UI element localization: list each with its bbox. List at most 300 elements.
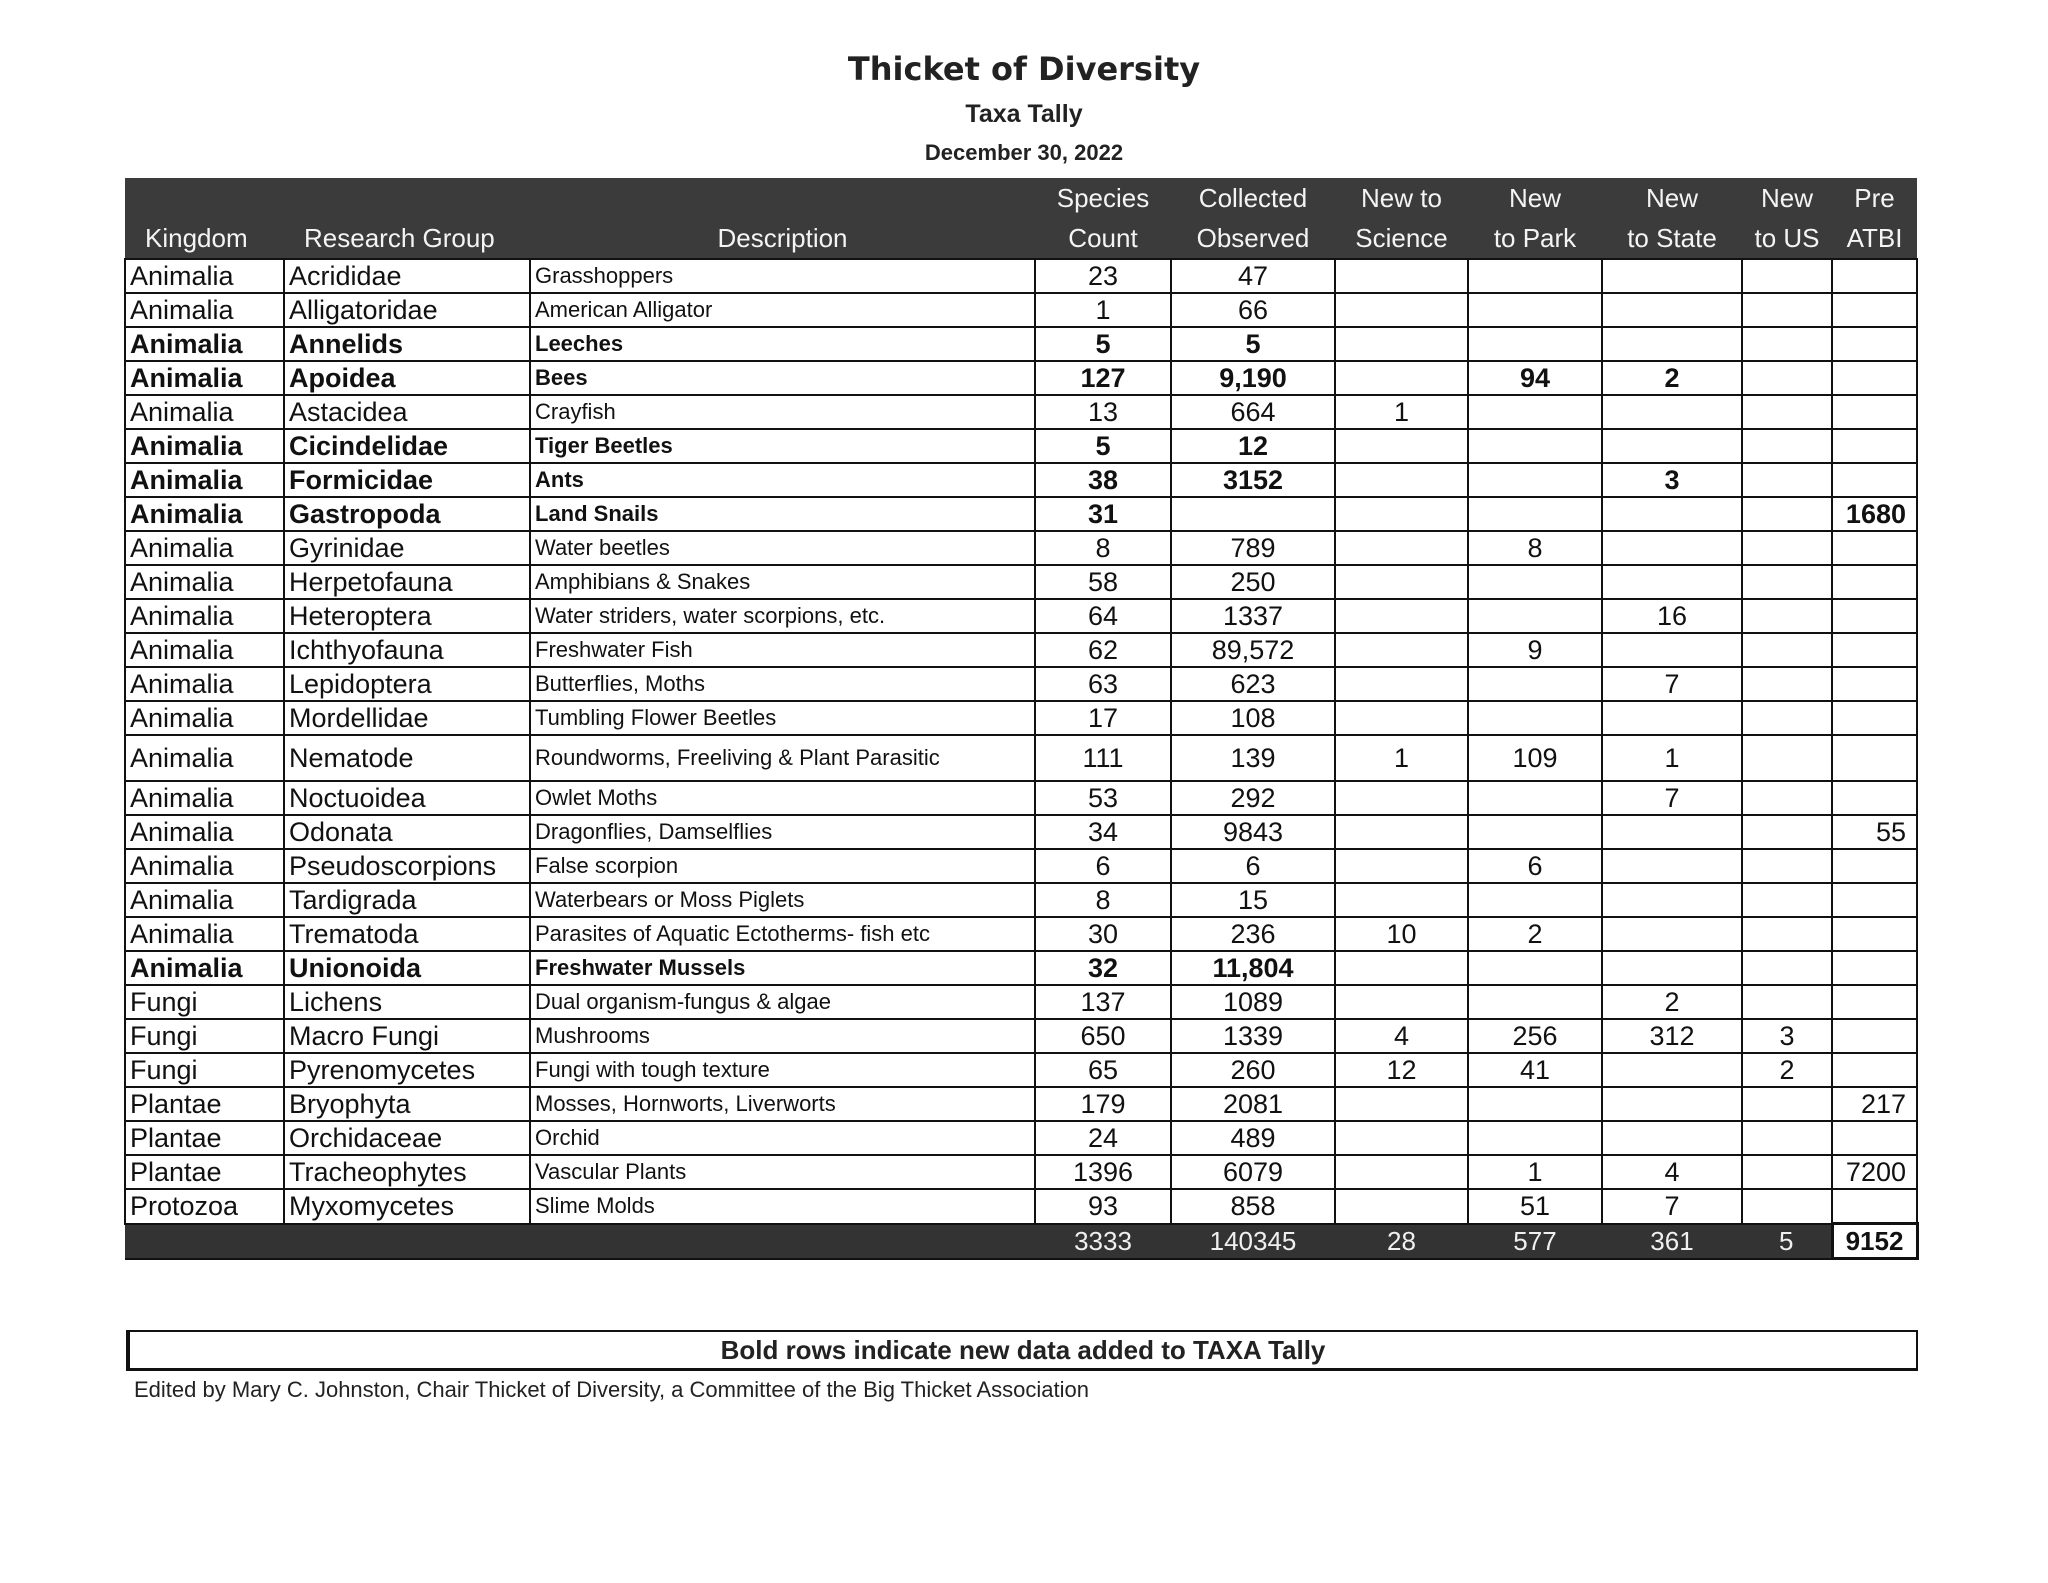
table-row	[125, 531, 1917, 565]
cell-new-to-science	[1335, 1189, 1468, 1224]
header-new-us-line1: New	[1742, 178, 1832, 218]
cell-new-to-park	[1468, 781, 1602, 815]
table-row	[125, 917, 1917, 951]
cell-new-to-state	[1602, 849, 1742, 883]
table-row	[125, 1087, 1917, 1121]
cell-description: Tiger Beetles	[530, 429, 1035, 463]
header-kingdom-line1	[125, 178, 284, 218]
cell-new-to-park	[1468, 293, 1602, 327]
cell-pre-atbi	[1832, 735, 1917, 781]
cell-pre-atbi: 55	[1832, 815, 1917, 849]
cell-collected-observed: 6079	[1171, 1155, 1335, 1189]
cell-new-to-us	[1742, 1189, 1832, 1224]
header-description: Description	[530, 218, 1035, 259]
cell-species-count: 5	[1035, 429, 1171, 463]
cell-new-to-park	[1468, 497, 1602, 531]
cell-description: Crayfish	[530, 395, 1035, 429]
cell-new-to-park	[1468, 951, 1602, 985]
cell-new-to-science	[1335, 951, 1468, 985]
cell-research-group: Orchidaceae	[284, 1121, 530, 1155]
table-row	[125, 565, 1917, 599]
cell-research-group: Alligatoridae	[284, 293, 530, 327]
cell-pre-atbi	[1832, 259, 1917, 293]
cell-research-group: Acrididae	[284, 259, 530, 293]
cell-kingdom: Animalia	[125, 395, 284, 429]
cell-new-to-state: 16	[1602, 599, 1742, 633]
cell-pre-atbi: 7200	[1832, 1155, 1917, 1189]
cell-species-count: 64	[1035, 599, 1171, 633]
cell-description: Freshwater Fish	[530, 633, 1035, 667]
cell-collected-observed: 5	[1171, 327, 1335, 361]
cell-new-to-us	[1742, 883, 1832, 917]
cell-new-to-us	[1742, 951, 1832, 985]
cell-new-to-science	[1335, 429, 1468, 463]
cell-description: Slime Molds	[530, 1189, 1035, 1224]
cell-new-to-state: 1	[1602, 735, 1742, 781]
cell-new-to-park: 41	[1468, 1053, 1602, 1087]
cell-new-to-science	[1335, 565, 1468, 599]
cell-species-count: 65	[1035, 1053, 1171, 1087]
header-group-line1	[284, 178, 530, 218]
totals-blank	[530, 1224, 1035, 1259]
cell-collected-observed: 1337	[1171, 599, 1335, 633]
cell-pre-atbi	[1832, 395, 1917, 429]
cell-collected-observed: 12	[1171, 429, 1335, 463]
table-row	[125, 463, 1917, 497]
cell-new-to-state	[1602, 259, 1742, 293]
table-row	[125, 815, 1917, 849]
cell-pre-atbi: 217	[1832, 1087, 1917, 1121]
cell-species-count: 62	[1035, 633, 1171, 667]
cell-new-to-us	[1742, 815, 1832, 849]
cell-species-count: 53	[1035, 781, 1171, 815]
cell-new-to-science	[1335, 361, 1468, 395]
cell-species-count: 31	[1035, 497, 1171, 531]
cell-new-to-park	[1468, 883, 1602, 917]
cell-pre-atbi	[1832, 1053, 1917, 1087]
cell-description: Roundworms, Freeliving & Plant Parasitic	[530, 735, 1035, 781]
cell-pre-atbi	[1832, 1189, 1917, 1224]
cell-collected-observed: 236	[1171, 917, 1335, 951]
table-row	[125, 1121, 1917, 1155]
cell-pre-atbi: 1680	[1832, 497, 1917, 531]
cell-new-to-park	[1468, 327, 1602, 361]
cell-description: Dual organism-fungus & algae	[530, 985, 1035, 1019]
table-row	[125, 1053, 1917, 1087]
cell-new-to-us: 3	[1742, 1019, 1832, 1053]
cell-kingdom: Animalia	[125, 327, 284, 361]
cell-pre-atbi	[1832, 633, 1917, 667]
cell-new-to-state	[1602, 327, 1742, 361]
cell-research-group: Pyrenomycetes	[284, 1053, 530, 1087]
cell-kingdom: Plantae	[125, 1121, 284, 1155]
table-row	[125, 951, 1917, 985]
cell-new-to-state: 2	[1602, 985, 1742, 1019]
cell-kingdom: Fungi	[125, 1053, 284, 1087]
header-pre-atbi: ATBI	[1832, 218, 1917, 259]
cell-new-to-state: 4	[1602, 1155, 1742, 1189]
taxa-tally-table	[124, 178, 1919, 1260]
cell-new-to-science	[1335, 849, 1468, 883]
cell-description: Tumbling Flower Beetles	[530, 701, 1035, 735]
cell-new-to-park	[1468, 1121, 1602, 1155]
table-row	[125, 599, 1917, 633]
cell-species-count: 137	[1035, 985, 1171, 1019]
cell-research-group: Tardigrada	[284, 883, 530, 917]
cell-kingdom: Animalia	[125, 633, 284, 667]
table-row	[125, 667, 1917, 701]
cell-pre-atbi	[1832, 667, 1917, 701]
cell-pre-atbi	[1832, 361, 1917, 395]
cell-pre-atbi	[1832, 883, 1917, 917]
cell-new-to-state	[1602, 701, 1742, 735]
cell-species-count: 38	[1035, 463, 1171, 497]
cell-research-group: Myxomycetes	[284, 1189, 530, 1224]
cell-new-to-us	[1742, 1087, 1832, 1121]
cell-collected-observed: 2081	[1171, 1087, 1335, 1121]
cell-species-count: 8	[1035, 531, 1171, 565]
cell-new-to-us	[1742, 1121, 1832, 1155]
totals-row	[125, 1224, 1917, 1259]
cell-collected-observed: 139	[1171, 735, 1335, 781]
cell-description: American Alligator	[530, 293, 1035, 327]
cell-new-to-us	[1742, 327, 1832, 361]
cell-collected-observed: 1339	[1171, 1019, 1335, 1053]
cell-kingdom: Animalia	[125, 917, 284, 951]
cell-new-to-science	[1335, 1155, 1468, 1189]
cell-research-group: Lepidoptera	[284, 667, 530, 701]
cell-new-to-park: 256	[1468, 1019, 1602, 1053]
document-subtitle: Taxa Tally	[965, 100, 1083, 128]
cell-species-count: 17	[1035, 701, 1171, 735]
cell-new-to-science	[1335, 1087, 1468, 1121]
cell-kingdom: Animalia	[125, 849, 284, 883]
table-row	[125, 1019, 1917, 1053]
cell-kingdom: Fungi	[125, 985, 284, 1019]
cell-description: False scorpion	[530, 849, 1035, 883]
cell-collected-observed: 789	[1171, 531, 1335, 565]
cell-pre-atbi	[1832, 599, 1917, 633]
cell-collected-observed: 15	[1171, 883, 1335, 917]
cell-collected-observed: 623	[1171, 667, 1335, 701]
cell-pre-atbi	[1832, 429, 1917, 463]
cell-description: Dragonflies, Damselflies	[530, 815, 1035, 849]
cell-species-count: 58	[1035, 565, 1171, 599]
cell-pre-atbi	[1832, 849, 1917, 883]
header-new-to-park: to Park	[1468, 218, 1602, 259]
cell-species-count: 1	[1035, 293, 1171, 327]
bold-rows-note: Bold rows indicate new data added to TAXA Tally	[126, 1330, 1918, 1371]
table-header-row-1	[125, 178, 1917, 218]
cell-new-to-science	[1335, 701, 1468, 735]
header-new-to-us: to US	[1742, 218, 1832, 259]
cell-research-group: Unionoida	[284, 951, 530, 985]
cell-pre-atbi	[1832, 1121, 1917, 1155]
cell-species-count: 179	[1035, 1087, 1171, 1121]
cell-collected-observed: 9843	[1171, 815, 1335, 849]
cell-kingdom: Animalia	[125, 701, 284, 735]
table-row	[125, 327, 1917, 361]
cell-new-to-us	[1742, 463, 1832, 497]
cell-new-to-state	[1602, 395, 1742, 429]
total-new-to-park: 577	[1468, 1224, 1602, 1259]
total-new-to-state: 361	[1602, 1224, 1742, 1259]
cell-new-to-state	[1602, 531, 1742, 565]
cell-species-count: 650	[1035, 1019, 1171, 1053]
cell-research-group: Pseudoscorpions	[284, 849, 530, 883]
cell-description: Waterbears or Moss Piglets	[530, 883, 1035, 917]
cell-new-to-state	[1602, 917, 1742, 951]
cell-new-to-us	[1742, 599, 1832, 633]
cell-new-to-park: 94	[1468, 361, 1602, 395]
cell-species-count: 34	[1035, 815, 1171, 849]
cell-description: Water beetles	[530, 531, 1035, 565]
cell-species-count: 93	[1035, 1189, 1171, 1224]
total-new-to-science: 28	[1335, 1224, 1468, 1259]
cell-new-to-us	[1742, 849, 1832, 883]
cell-research-group: Formicidae	[284, 463, 530, 497]
cell-new-to-state	[1602, 293, 1742, 327]
total-pre-atbi: 9152	[1832, 1224, 1917, 1259]
cell-new-to-us	[1742, 293, 1832, 327]
cell-kingdom: Animalia	[125, 565, 284, 599]
cell-new-to-park: 8	[1468, 531, 1602, 565]
cell-description: Amphibians & Snakes	[530, 565, 1035, 599]
cell-kingdom: Animalia	[125, 429, 284, 463]
cell-kingdom: Animalia	[125, 735, 284, 781]
cell-collected-observed: 47	[1171, 259, 1335, 293]
cell-pre-atbi	[1832, 531, 1917, 565]
cell-new-to-us	[1742, 735, 1832, 781]
table-row	[125, 429, 1917, 463]
cell-new-to-science	[1335, 633, 1468, 667]
cell-kingdom: Animalia	[125, 497, 284, 531]
table-row	[125, 883, 1917, 917]
cell-new-to-state	[1602, 1087, 1742, 1121]
cell-new-to-science	[1335, 1121, 1468, 1155]
cell-description: Water striders, water scorpions, etc.	[530, 599, 1035, 633]
header-description-line1	[530, 178, 1035, 218]
cell-new-to-science	[1335, 293, 1468, 327]
document-date: December 30, 2022	[924, 140, 1124, 165]
cell-kingdom: Animalia	[125, 667, 284, 701]
cell-new-to-state: 7	[1602, 667, 1742, 701]
cell-collected-observed: 3152	[1171, 463, 1335, 497]
cell-new-to-us	[1742, 633, 1832, 667]
cell-new-to-state	[1602, 633, 1742, 667]
cell-new-to-us	[1742, 565, 1832, 599]
cell-new-to-park	[1468, 985, 1602, 1019]
cell-new-to-park	[1468, 395, 1602, 429]
cell-pre-atbi	[1832, 293, 1917, 327]
cell-new-to-science	[1335, 985, 1468, 1019]
cell-collected-observed: 66	[1171, 293, 1335, 327]
header-kingdom: Kingdom	[125, 218, 284, 259]
cell-collected-observed: 250	[1171, 565, 1335, 599]
cell-description: Bees	[530, 361, 1035, 395]
cell-kingdom: Animalia	[125, 815, 284, 849]
cell-new-to-us	[1742, 667, 1832, 701]
cell-new-to-us	[1742, 531, 1832, 565]
cell-pre-atbi	[1832, 985, 1917, 1019]
cell-description: Vascular Plants	[530, 1155, 1035, 1189]
cell-species-count: 13	[1035, 395, 1171, 429]
cell-kingdom: Animalia	[125, 951, 284, 985]
cell-new-to-us	[1742, 497, 1832, 531]
cell-research-group: Astacidea	[284, 395, 530, 429]
totals-blank	[125, 1224, 284, 1259]
cell-research-group: Gyrinidae	[284, 531, 530, 565]
header-new-park-line1: New	[1468, 178, 1602, 218]
total-collected-observed: 140345	[1171, 1224, 1335, 1259]
cell-species-count: 127	[1035, 361, 1171, 395]
cell-research-group: Odonata	[284, 815, 530, 849]
cell-species-count: 1396	[1035, 1155, 1171, 1189]
cell-new-to-us	[1742, 259, 1832, 293]
table-body	[125, 259, 1917, 1224]
table-row	[125, 361, 1917, 395]
cell-new-to-park	[1468, 815, 1602, 849]
cell-pre-atbi	[1832, 565, 1917, 599]
cell-new-to-park	[1468, 463, 1602, 497]
cell-species-count: 8	[1035, 883, 1171, 917]
cell-new-to-us	[1742, 1155, 1832, 1189]
cell-research-group: Apoidea	[284, 361, 530, 395]
header-new-to-state: to State	[1602, 218, 1742, 259]
header-species-count: Count	[1035, 218, 1171, 259]
table-row	[125, 1155, 1917, 1189]
cell-collected-observed: 664	[1171, 395, 1335, 429]
cell-pre-atbi	[1832, 1019, 1917, 1053]
table-row	[125, 395, 1917, 429]
table-row	[125, 735, 1917, 781]
cell-species-count: 32	[1035, 951, 1171, 985]
cell-new-to-science	[1335, 327, 1468, 361]
cell-new-to-us	[1742, 781, 1832, 815]
cell-kingdom: Fungi	[125, 1019, 284, 1053]
totals-blank	[284, 1224, 530, 1259]
cell-species-count: 5	[1035, 327, 1171, 361]
cell-new-to-us	[1742, 985, 1832, 1019]
cell-research-group: Gastropoda	[284, 497, 530, 531]
cell-research-group: Mordellidae	[284, 701, 530, 735]
cell-pre-atbi	[1832, 781, 1917, 815]
cell-new-to-park: 2	[1468, 917, 1602, 951]
cell-collected-observed: 260	[1171, 1053, 1335, 1087]
header-new-state-line1: New	[1602, 178, 1742, 218]
cell-research-group: Macro Fungi	[284, 1019, 530, 1053]
table-header-row-2	[125, 218, 1917, 259]
cell-new-to-science	[1335, 667, 1468, 701]
cell-new-to-park: 9	[1468, 633, 1602, 667]
cell-kingdom: Animalia	[125, 361, 284, 395]
cell-research-group: Lichens	[284, 985, 530, 1019]
cell-research-group: Nematode	[284, 735, 530, 781]
cell-new-to-park	[1468, 599, 1602, 633]
cell-new-to-us: 2	[1742, 1053, 1832, 1087]
cell-new-to-state	[1602, 429, 1742, 463]
cell-research-group: Bryophyta	[284, 1087, 530, 1121]
cell-kingdom: Animalia	[125, 531, 284, 565]
cell-pre-atbi	[1832, 327, 1917, 361]
cell-new-to-state	[1602, 883, 1742, 917]
cell-new-to-park: 1	[1468, 1155, 1602, 1189]
table-row	[125, 701, 1917, 735]
cell-pre-atbi	[1832, 951, 1917, 985]
table-row	[125, 497, 1917, 531]
cell-pre-atbi	[1832, 701, 1917, 735]
cell-kingdom: Animalia	[125, 259, 284, 293]
cell-new-to-state	[1602, 1053, 1742, 1087]
cell-new-to-science: 10	[1335, 917, 1468, 951]
table-row	[125, 781, 1917, 815]
cell-new-to-state: 312	[1602, 1019, 1742, 1053]
cell-description: Owlet Moths	[530, 781, 1035, 815]
cell-species-count: 24	[1035, 1121, 1171, 1155]
cell-kingdom: Animalia	[125, 293, 284, 327]
cell-new-to-park	[1468, 1087, 1602, 1121]
cell-new-to-science: 4	[1335, 1019, 1468, 1053]
cell-description: Parasites of Aquatic Ectotherms- fish etc	[530, 917, 1035, 951]
editor-credit: Edited by Mary C. Johnston, Chair Thicket of Diversity, a Committee of the Big Thicket Association	[134, 1377, 1089, 1402]
cell-description: Orchid	[530, 1121, 1035, 1155]
cell-pre-atbi	[1832, 463, 1917, 497]
cell-new-to-state	[1602, 497, 1742, 531]
cell-collected-observed	[1171, 497, 1335, 531]
cell-new-to-science: 12	[1335, 1053, 1468, 1087]
cell-research-group: Noctuoidea	[284, 781, 530, 815]
cell-species-count: 63	[1035, 667, 1171, 701]
cell-new-to-park: 51	[1468, 1189, 1602, 1224]
cell-collected-observed: 292	[1171, 781, 1335, 815]
cell-new-to-science	[1335, 259, 1468, 293]
cell-species-count: 23	[1035, 259, 1171, 293]
cell-research-group: Herpetofauna	[284, 565, 530, 599]
cell-kingdom: Plantae	[125, 1155, 284, 1189]
cell-collected-observed: 858	[1171, 1189, 1335, 1224]
cell-species-count: 6	[1035, 849, 1171, 883]
cell-new-to-us	[1742, 395, 1832, 429]
table-row	[125, 1189, 1917, 1224]
cell-collected-observed: 9,190	[1171, 361, 1335, 395]
cell-description: Land Snails	[530, 497, 1035, 531]
cell-description: Leeches	[530, 327, 1035, 361]
cell-new-to-park	[1468, 259, 1602, 293]
cell-new-to-state	[1602, 951, 1742, 985]
cell-new-to-science	[1335, 815, 1468, 849]
cell-collected-observed: 11,804	[1171, 951, 1335, 985]
cell-new-to-science: 1	[1335, 395, 1468, 429]
cell-research-group: Tracheophytes	[284, 1155, 530, 1189]
cell-new-to-park	[1468, 701, 1602, 735]
cell-new-to-science	[1335, 497, 1468, 531]
cell-new-to-science	[1335, 599, 1468, 633]
header-new-science-line1: New to	[1335, 178, 1468, 218]
cell-species-count: 111	[1035, 735, 1171, 781]
cell-new-to-science: 1	[1335, 735, 1468, 781]
cell-kingdom: Animalia	[125, 599, 284, 633]
cell-new-to-state	[1602, 565, 1742, 599]
header-research-group: Research Group	[284, 218, 530, 259]
cell-research-group: Heteroptera	[284, 599, 530, 633]
cell-new-to-us	[1742, 429, 1832, 463]
cell-kingdom: Protozoa	[125, 1189, 284, 1224]
cell-description: Mosses, Hornworts, Liverworts	[530, 1087, 1035, 1121]
cell-description: Ants	[530, 463, 1035, 497]
cell-new-to-park	[1468, 565, 1602, 599]
cell-collected-observed: 89,572	[1171, 633, 1335, 667]
cell-collected-observed: 489	[1171, 1121, 1335, 1155]
